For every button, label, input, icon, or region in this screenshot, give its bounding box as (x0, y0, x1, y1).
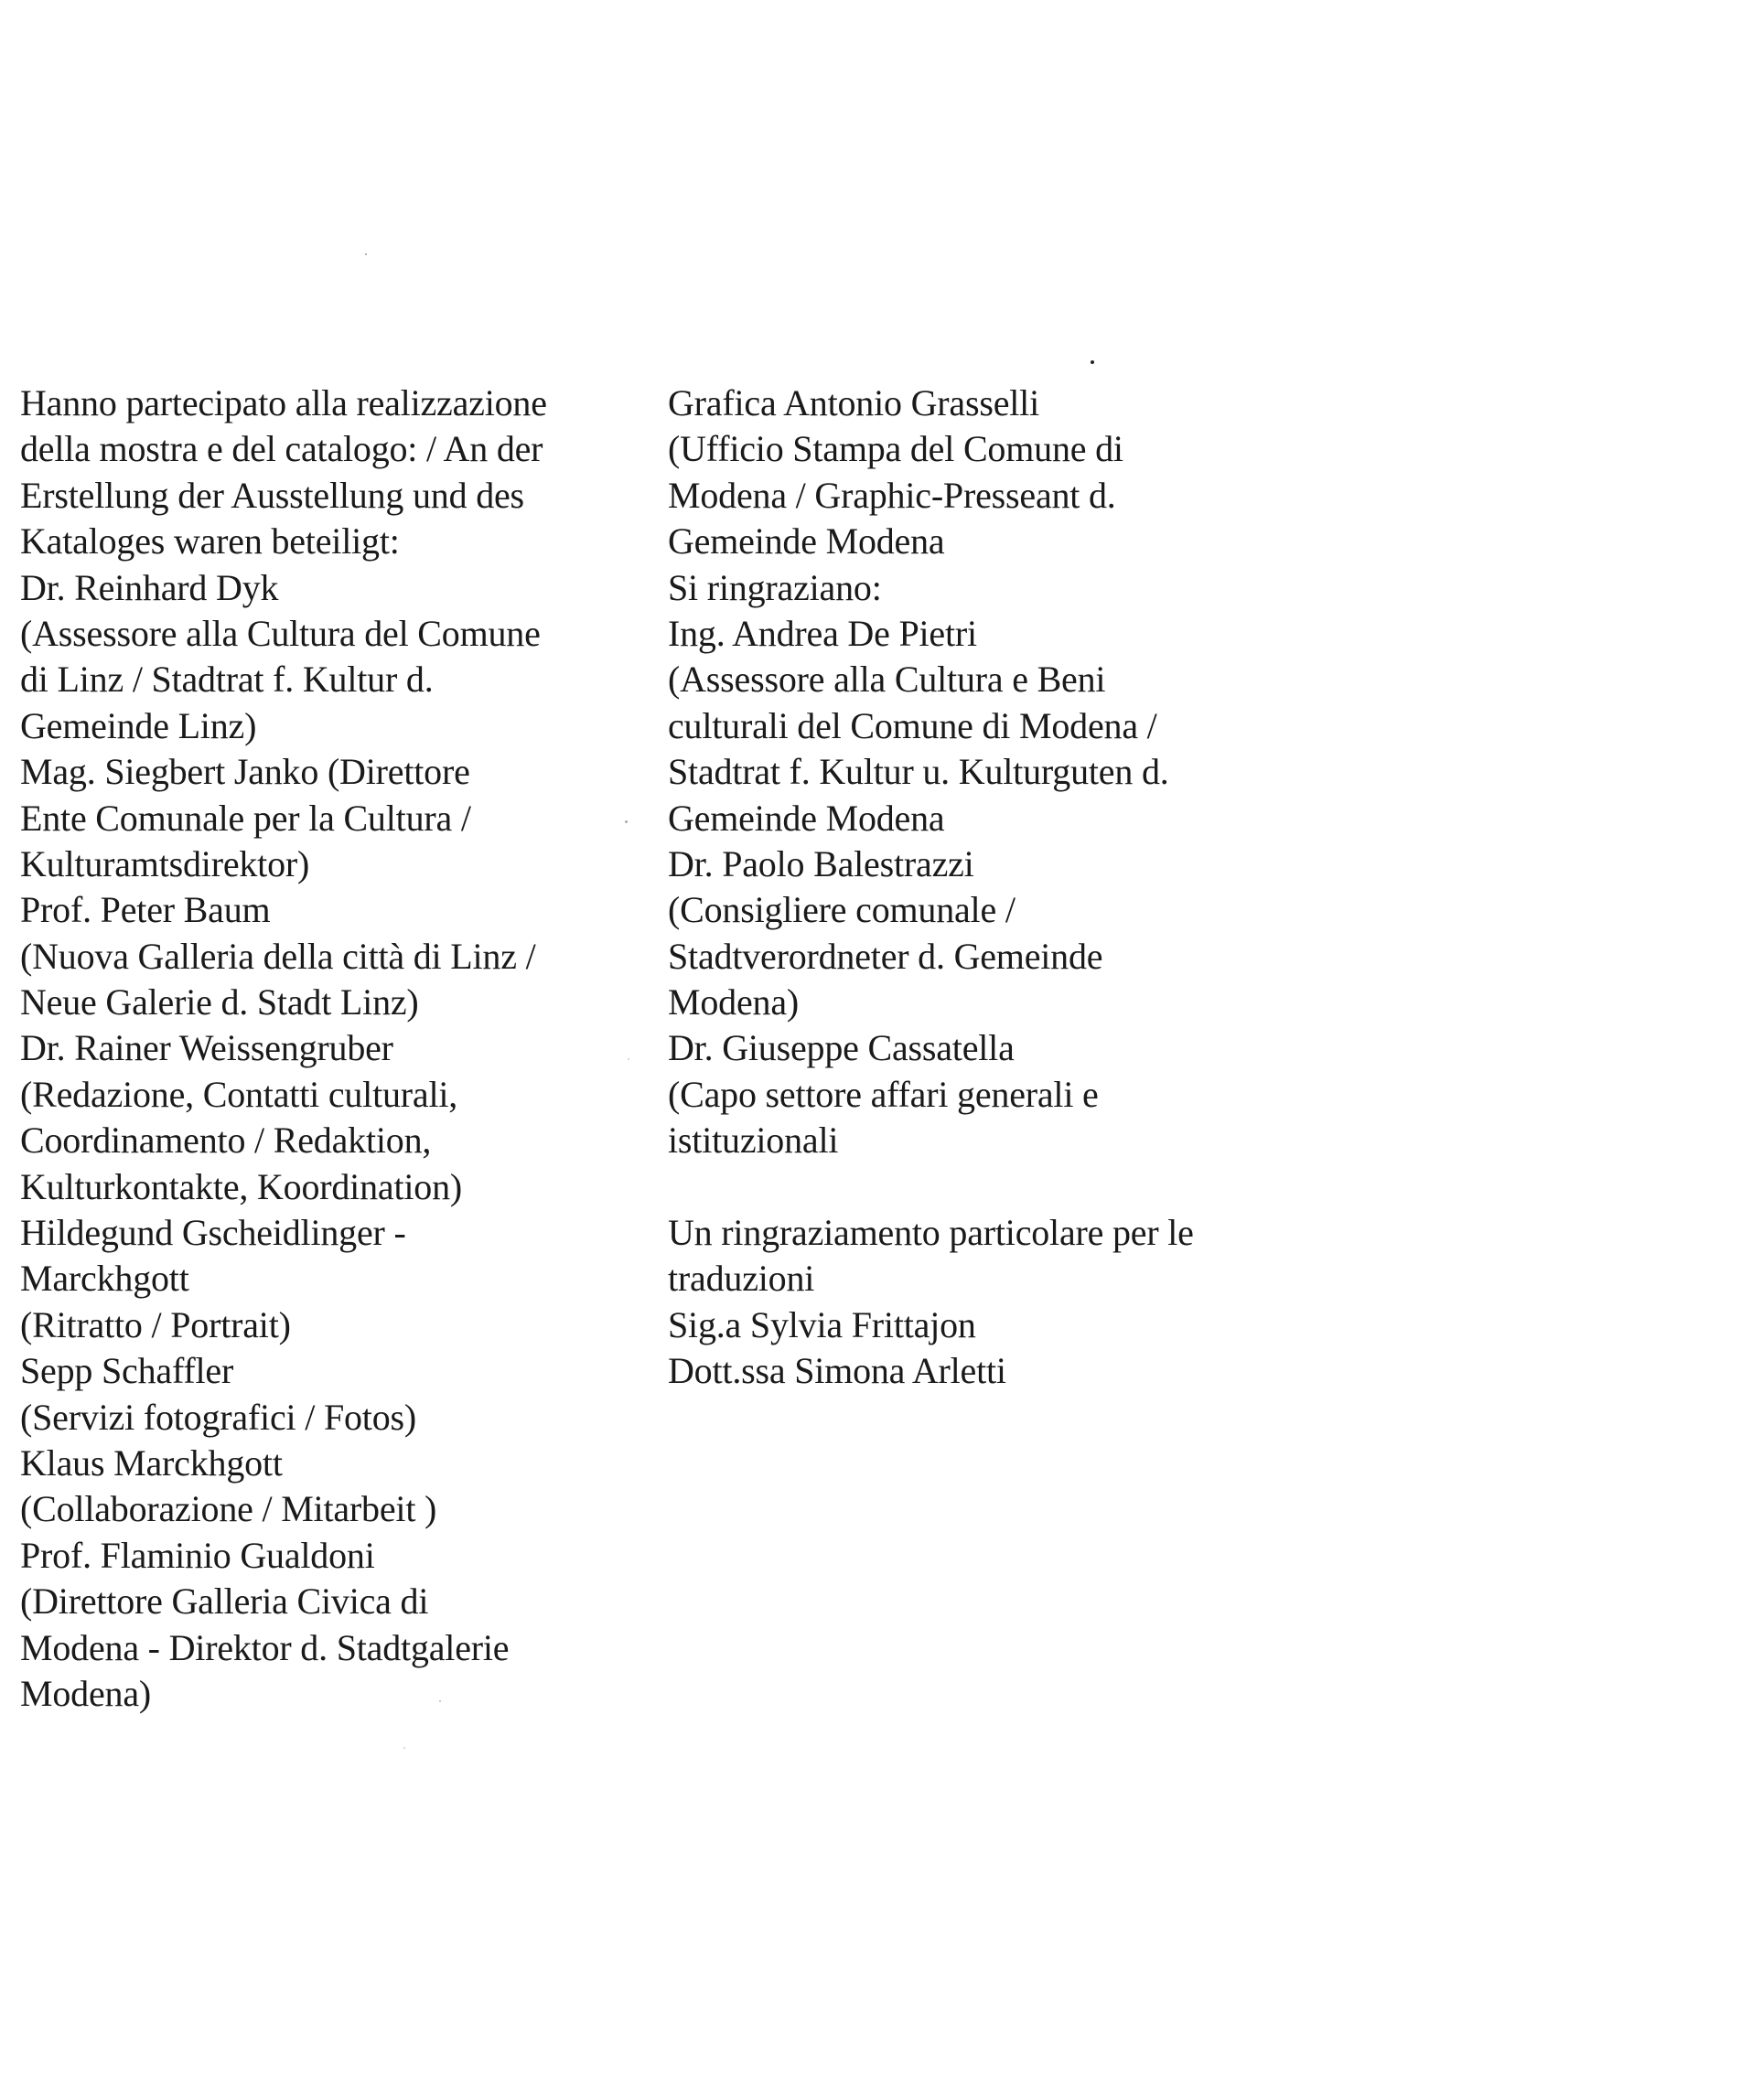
credit-line: (Collaborazione / Mitarbeit ) (20, 1488, 437, 1530)
credit-line: di Linz / Stadtrat f. Kultur d. (20, 659, 434, 701)
credit-line: Dr. Reinhard Dyk (20, 566, 279, 608)
credit-line: Gemeinde Modena (668, 797, 945, 839)
credit-line: Neue Galerie d. Stadt Linz) (20, 981, 419, 1023)
credit-line: Modena) (668, 981, 799, 1023)
print-speck (403, 1747, 405, 1749)
credit-line: Dr. Rainer Weissengruber (20, 1027, 393, 1069)
thanks-line: Dott.ssa Simona Arletti (668, 1350, 1006, 1392)
credit-line: Hildegund Gscheidlinger - (20, 1212, 406, 1254)
credit-line: Erstellung der Ausstellung und des (20, 474, 524, 516)
credit-line: Stadtverordneter d. Gemeinde (668, 935, 1103, 977)
credit-line: Kulturkontakte, Koordination) (20, 1165, 462, 1207)
credits-right-column (668, 380, 1308, 1395)
paragraph-gap (668, 1164, 1308, 1210)
credit-line: Grafica Antonio Grasselli (668, 382, 1039, 423)
credit-line: (Nuova Galleria della città di Linz / (20, 935, 536, 977)
thanks-line: traduzioni (668, 1258, 815, 1300)
credit-line: Modena / Graphic-Presseant d. (668, 474, 1116, 516)
credit-line: Kataloges waren beteiligt: (20, 520, 400, 562)
credit-line: (Consigliere comunale / (668, 889, 1016, 931)
credit-line: istituzionali (668, 1120, 839, 1162)
credit-line: Marckhgott (20, 1258, 189, 1300)
print-speck (439, 1700, 441, 1702)
credit-line: Modena) (20, 1672, 151, 1714)
credit-line: (Capo settore affari generali e (668, 1073, 1099, 1115)
credit-line: (Assessore alla Cultura e Beni (668, 659, 1106, 701)
credit-line: Ing. Andrea De Pietri (668, 612, 977, 654)
print-speck (1091, 360, 1094, 364)
credit-line: (Ufficio Stampa del Comune di (668, 428, 1123, 470)
credit-line: Gemeinde Modena (668, 520, 945, 562)
credit-line: Prof. Peter Baum (20, 889, 271, 931)
credit-line: Klaus Marckhgott (20, 1441, 283, 1484)
credit-line: (Ritratto / Portrait) (20, 1303, 291, 1345)
thanks-line: Sig.a Sylvia Frittajon (668, 1303, 976, 1345)
thanks-line: Un ringraziamento particolare per le (668, 1212, 1194, 1254)
print-speck (625, 820, 628, 823)
credit-line: Stadtrat f. Kultur u. Kulturguten d. (668, 751, 1169, 793)
credits-left-column (20, 380, 651, 1717)
credit-line: Ente Comunale per la Cultura / (20, 797, 471, 839)
credit-line: Sepp Schaffler (20, 1350, 234, 1392)
credit-line: Coordinamento / Redaktion, (20, 1120, 432, 1162)
credit-line: Si ringraziano: (668, 566, 882, 608)
credit-line: (Redazione, Contatti culturali, (20, 1073, 458, 1115)
credit-line: Dr. Giuseppe Cassatella (668, 1027, 1015, 1069)
credit-line: della mostra e del catalogo: / An der (20, 428, 543, 470)
print-speck (628, 1058, 629, 1060)
print-speck (365, 253, 367, 255)
credit-line: (Direttore Galleria Civica di (20, 1580, 429, 1623)
credit-line: culturali del Comune di Modena / (668, 704, 1157, 746)
credit-line: (Assessore alla Cultura del Comune (20, 612, 541, 654)
credit-line: Mag. Siegbert Janko (Direttore (20, 751, 470, 793)
credit-line: Kulturamtsdirektor) (20, 842, 310, 884)
credit-line: Dr. Paolo Balestrazzi (668, 842, 974, 884)
credit-line: Gemeinde Linz) (20, 704, 257, 746)
credit-line: Hanno partecipato alla realizzazione (20, 382, 547, 423)
credit-line: Prof. Flaminio Gualdoni (20, 1534, 375, 1576)
credit-line: Modena - Direktor d. Stadtgalerie (20, 1626, 510, 1668)
credit-line: (Servizi fotografici / Fotos) (20, 1396, 416, 1438)
